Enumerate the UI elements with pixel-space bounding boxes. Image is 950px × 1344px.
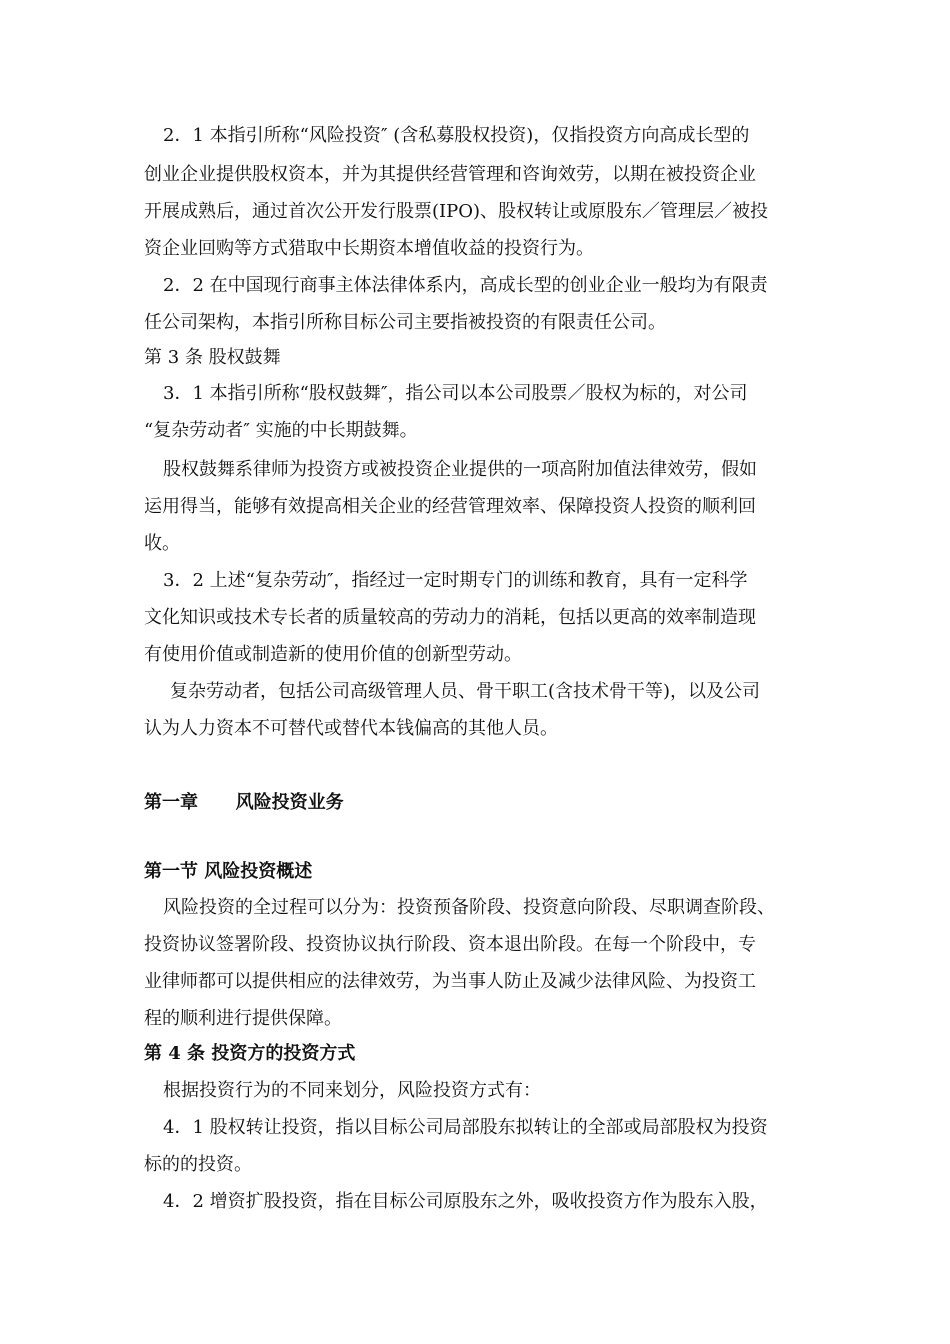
- paragraph-line: 业律师都可以提供相应的法律效劳，为当事人防止及减少法律风险、为投资工: [144, 971, 756, 992]
- paragraph-line: 风险投资的全过程可以分为：投资预备阶段、投资意向阶段、尽职调查阶段、: [163, 897, 775, 918]
- paragraph-line: 收。: [144, 533, 180, 554]
- paragraph-line: 有使用价值或制造新的使用价值的创新型劳动。: [144, 644, 522, 665]
- paragraph-line: 程的顺利进行提供保障。: [144, 1008, 342, 1029]
- section-heading: 第一节 风险投资概述: [144, 861, 313, 882]
- paragraph-line: 股权鼓舞系律师为投资方或被投资企业提供的一项高附加值法律效劳，假如: [163, 459, 757, 480]
- paragraph-line: 创业企业提供股权资本，并为其提供经营管理和咨询效劳，以期在被投资企业: [144, 164, 756, 185]
- paragraph-line: “复杂劳动者″ 实施的中长期鼓舞。: [144, 420, 418, 441]
- paragraph-line: 4．1 股权转让投资，指以目标公司局部股东拟转让的全部或局部股权为投资: [163, 1117, 768, 1138]
- paragraph-line: 根据投资行为的不同来划分，风险投资方式有：: [163, 1080, 541, 1101]
- paragraph-line: 标的的投资。: [144, 1154, 252, 1175]
- paragraph-line: 资企业回购等方式猎取中长期资本增值收益的投资行为。: [144, 238, 594, 259]
- paragraph-line: 2．2 在中国现行商事主体法律体系内，高成长型的创业企业一般均为有限责: [163, 275, 768, 296]
- paragraph-line: 文化知识或技术专长者的质量较高的劳动力的消耗，包括以更高的效率制造现: [144, 607, 756, 628]
- paragraph-line: 任公司架构，本指引所称目标公司主要指被投资的有限责任公司。: [144, 312, 666, 333]
- paragraph-line: 复杂劳动者，包括公司高级管理人员、骨干职工(含技术骨干等)，以及公司: [170, 681, 761, 702]
- chapter-heading: 第一章 风险投资业务: [144, 792, 344, 813]
- paragraph-line: 开展成熟后，通过首次公开发行股票(IPO)、股权转让或原股东／管理层／被投: [144, 201, 769, 222]
- paragraph-line: 3．2 上述“复杂劳动″，指经过一定时期专门的训练和教育，具有一定科学: [163, 570, 748, 591]
- paragraph-line: 4．2 增资扩股投资，指在目标公司原股东之外，吸收投资方作为股东入股，: [163, 1191, 768, 1212]
- article-heading: 第 4 条 投资方的投资方式: [144, 1043, 356, 1064]
- article-heading: 第 3 条 股权鼓舞: [144, 347, 281, 368]
- paragraph-line: 认为人力资本不可替代或替代本钱偏高的其他人员。: [144, 718, 558, 739]
- paragraph-line: 投资协议签署阶段、投资协议执行阶段、资本退出阶段。在每一个阶段中，专: [144, 934, 756, 955]
- paragraph-line: 运用得当，能够有效提高相关企业的经营管理效率、保障投资人投资的顺利回: [144, 496, 756, 517]
- paragraph-line: 3．1 本指引所称“股权鼓舞″，指公司以本公司股票／股权为标的，对公司: [163, 383, 748, 404]
- paragraph-line: 2．1 本指引所称“风险投资″ (含私募股权投资)，仅指投资方向高成长型的: [163, 125, 750, 146]
